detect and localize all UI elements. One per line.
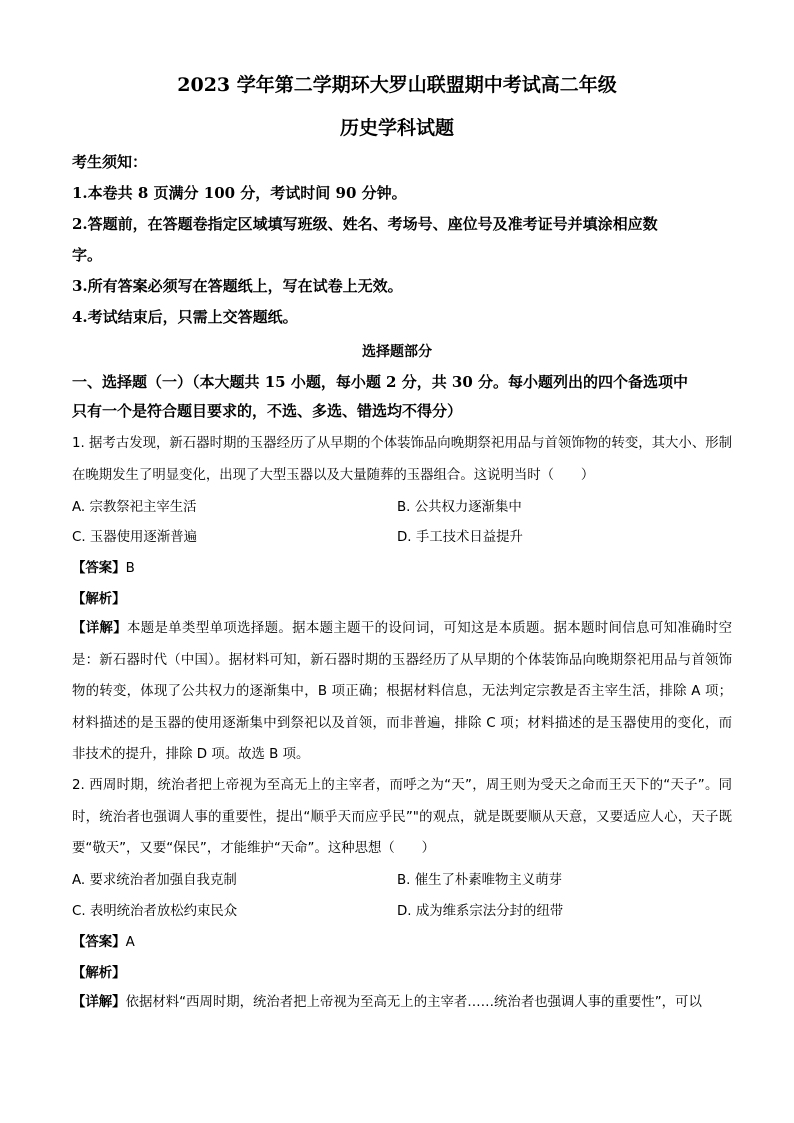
notice-item: 3.所有答案必须写在答题纸上，写在试卷上无效。	[72, 277, 403, 295]
section-instruction: 只有一个是符合题目要求的，不选、多选、错选均不得分）	[72, 402, 463, 420]
section-title: 选择题部分	[362, 344, 432, 360]
detail-text: 本题是单类型单项选择题。据本题主题干的设问词，可知这是本质题。据本题时间信息可知准确时空是：新石器时代（中国）。据材料可知，新石器时期的玉器经历了从早期的个体装饰品向晚期祭祀用品与首领饰物的转变，体现了公共权力的逐渐集中，B 项正确；根据材料信息，无法判定宗教是否主宰生活，排除 A 项；材料描述的是玉器的使用逐渐集中到祭祀以及首领，而非普遍，排除 C 项；材料描述的是玉器使用的变化，而非技术的提升，排除 D 项。故选 B 项。	[72, 621, 732, 762]
question-2-option-c: C. 表明统治者放松约束民众	[72, 904, 238, 919]
analysis-tag: 【解析】	[72, 966, 126, 981]
question-1-option-a: A. 宗教祭祀主宰生活	[72, 500, 197, 515]
notice-item: 4.考试结束后，只需上交答题纸。	[72, 308, 298, 326]
question-2-option-a: A. 要求统治者加强自我克制	[72, 873, 237, 888]
analysis-tag: 【解析】	[72, 592, 126, 607]
question-1-answer	[72, 557, 135, 576]
detail-text: 依据材料“西周时期，统治者把上帝视为至高无上的主宰者……统治者也强调人事的重要性”，可以	[125, 995, 702, 1010]
question-2-answer	[72, 931, 135, 950]
question-1-stem: 1. 据考古发现，新石器时期的玉器经历了从早期的个体装饰品向晚期祭祀用品与首领饰物的转变，其大小、形制在晚期发生了明显变化，出现了大型玉器以及大量随葬的玉器组合。这说明当时（ ）	[72, 436, 732, 483]
question-2-option-b: B. 催生了朴素唯物主义萌芽	[397, 873, 562, 888]
notice-item: 字。	[72, 246, 103, 264]
question-2-stem: 2. 西周时期，统治者把上帝视为至高无上的主宰者，而呼之为“天”，周王则为受天之命而王天下的“天子”。同时，统治者也强调人事的重要性，提出“顺乎天而应乎民”"的观点，就是既要顺从天意，又要适应人心，天子既要“敬天”，又要“保民”，才能维护“天命”。这种思想（ ）	[72, 778, 732, 856]
question-1-option-b: B. 公共权力逐渐集中	[397, 500, 522, 515]
answer-tag: 【答案】	[72, 561, 126, 576]
question-2-analysis-tag	[72, 962, 126, 981]
question-1-analysis-tag	[72, 588, 126, 607]
question-1-option-d: D. 手工技术日益提升	[397, 530, 523, 545]
exam-subtitle: 历史学科试题	[339, 117, 454, 139]
detail-tag: 【详解】	[72, 621, 128, 636]
question-2-detail	[72, 987, 732, 1019]
answer-tag: 【答案】	[72, 935, 126, 950]
answer-value: B	[125, 561, 135, 576]
notice-heading: 考生须知：	[72, 153, 148, 171]
question-1-option-c: C. 玉器使用逐渐普遍	[72, 530, 197, 545]
question-2-option-d: D. 成为维系宗法分封的纽带	[397, 904, 564, 919]
notice-item: 2.答题前，在答题卷指定区域填写班级、姓名、考场号、座位号及准考证号并填涂相应数	[72, 215, 658, 233]
section-instruction: 一、选择题（一）（本大题共 15 小题，每小题 2 分，共 30 分。每小题列出的四个备选项中	[72, 373, 689, 391]
detail-tag: 【详解】	[72, 995, 126, 1010]
answer-value: A	[125, 935, 135, 950]
notice-item: 1.本卷共 8 页满分 100 分，考试时间 90 分钟。	[72, 184, 407, 202]
question-1-detail	[72, 613, 732, 771]
exam-title: 2023 学年第二学期环大罗山联盟期中考试高二年级	[177, 74, 617, 96]
